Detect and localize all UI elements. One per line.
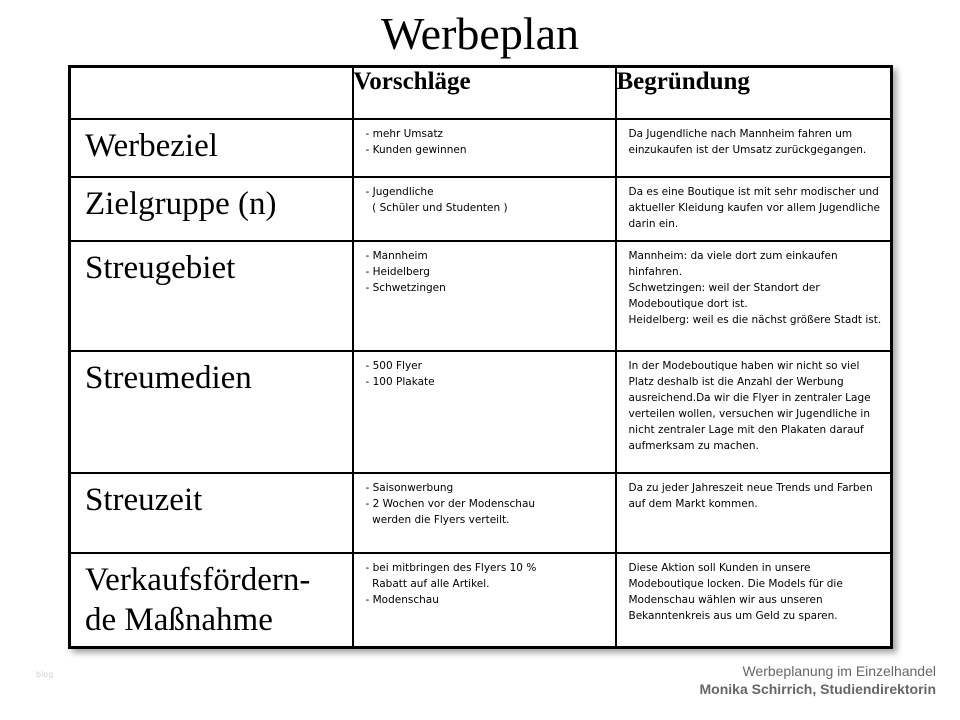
table-row (70, 119, 892, 177)
row-label: Streumedien (70, 351, 353, 473)
proposals-cell (353, 553, 616, 647)
proposal-line: ( Schüler und Studenten ) (365, 202, 508, 214)
reason-cell (616, 553, 892, 647)
table-row (70, 553, 892, 647)
table-row (70, 177, 892, 241)
proposals-cell (353, 241, 616, 351)
table-header-row (70, 67, 892, 120)
proposals-cell (353, 351, 616, 473)
proposals-cell (353, 177, 616, 241)
proposal-line: - Saisonwerbung (365, 482, 454, 494)
table-row (70, 473, 892, 553)
row-label: Streugebiet (70, 241, 353, 351)
footer-line-course: Werbeplanung im Einzelhandel (742, 663, 936, 679)
row-label: Zielgruppe (n) (70, 177, 353, 241)
reason-text: Da zu jeder Jahreszeit neue Trends und Farben auf dem Markt kommen. (628, 482, 873, 510)
proposal-line: - Modenschau (365, 594, 439, 606)
reason-text: Heidelberg: weil es die nächst größere Stadt ist. (628, 314, 882, 326)
table-row (70, 241, 892, 351)
row-label: Werbeziel (70, 119, 353, 177)
proposal-line: - bei mitbringen des Flyers 10 % (365, 562, 537, 574)
reason-cell (616, 473, 892, 553)
row-label: Streuzeit (70, 473, 353, 553)
proposal-line: - 500 Flyer (365, 360, 422, 372)
footer-credits (700, 662, 936, 698)
reason-cell (616, 119, 892, 177)
proposal-line: - 2 Wochen vor der Modenschau (365, 498, 536, 510)
proposal-line: - Kunden gewinnen (365, 144, 467, 156)
proposals-cell (353, 473, 616, 553)
reason-text: Da es eine Boutique ist mit sehr modischer und aktueller Kleidung kaufen vor allem Jugendliche darin ein. (628, 186, 880, 230)
reason-text: In der Modeboutique haben wir nicht so viel Platz deshalb ist die Anzahl der Werbung ausreichend.Da wir die Flyer in zentraler Lage verteilen wollen, versuchen wir Jugendliche in nicht zentraler Lage mit den Plakaten darauf aufmerksam zu machen. (628, 360, 871, 452)
proposal-line: - Mannheim (365, 250, 428, 262)
reason-text: Mannheim: da viele dort zum einkaufen hinfahren. (628, 250, 838, 278)
reason-text: Da Jugendliche nach Mannheim fahren um einzukaufen ist der Umsatz zurückgegangen. (628, 128, 867, 156)
reason-cell (616, 241, 892, 351)
reason-cell (616, 351, 892, 473)
header-proposals: Vorschläge (353, 67, 616, 120)
proposal-line: Rabatt auf alle Artikel. (365, 578, 490, 590)
advertising-plan-table (68, 65, 893, 649)
proposal-line: - Schwetzingen (365, 282, 446, 294)
proposal-line: - Jugendliche (365, 186, 434, 198)
footer-line-author: Monika Schirrich, Studiendirektorin (699, 681, 936, 697)
table-row (70, 351, 892, 473)
header-empty-cell (70, 67, 353, 120)
proposal-line: - 100 Plakate (365, 376, 435, 388)
header-reasons: Begründung (616, 67, 892, 120)
reason-text: Schwetzingen: weil der Standort der Modeboutique dort ist. (628, 282, 820, 310)
proposal-line: werden die Flyers verteilt. (365, 514, 510, 526)
row-label: Verkaufsfördern- de Maßnahme (70, 553, 353, 647)
proposals-cell (353, 119, 616, 177)
reason-text: Diese Aktion soll Kunden in unsere Modeboutique locken. Die Models für die Modenschau wählen wir aus unseren Bekanntenkreis aus um Geld zu sparen. (628, 562, 843, 622)
page-title: Werbeplan (380, 8, 580, 59)
watermark: blog (36, 670, 54, 679)
proposal-line: - mehr Umsatz (365, 128, 444, 140)
proposal-line: - Heidelberg (365, 266, 430, 278)
reason-cell (616, 177, 892, 241)
